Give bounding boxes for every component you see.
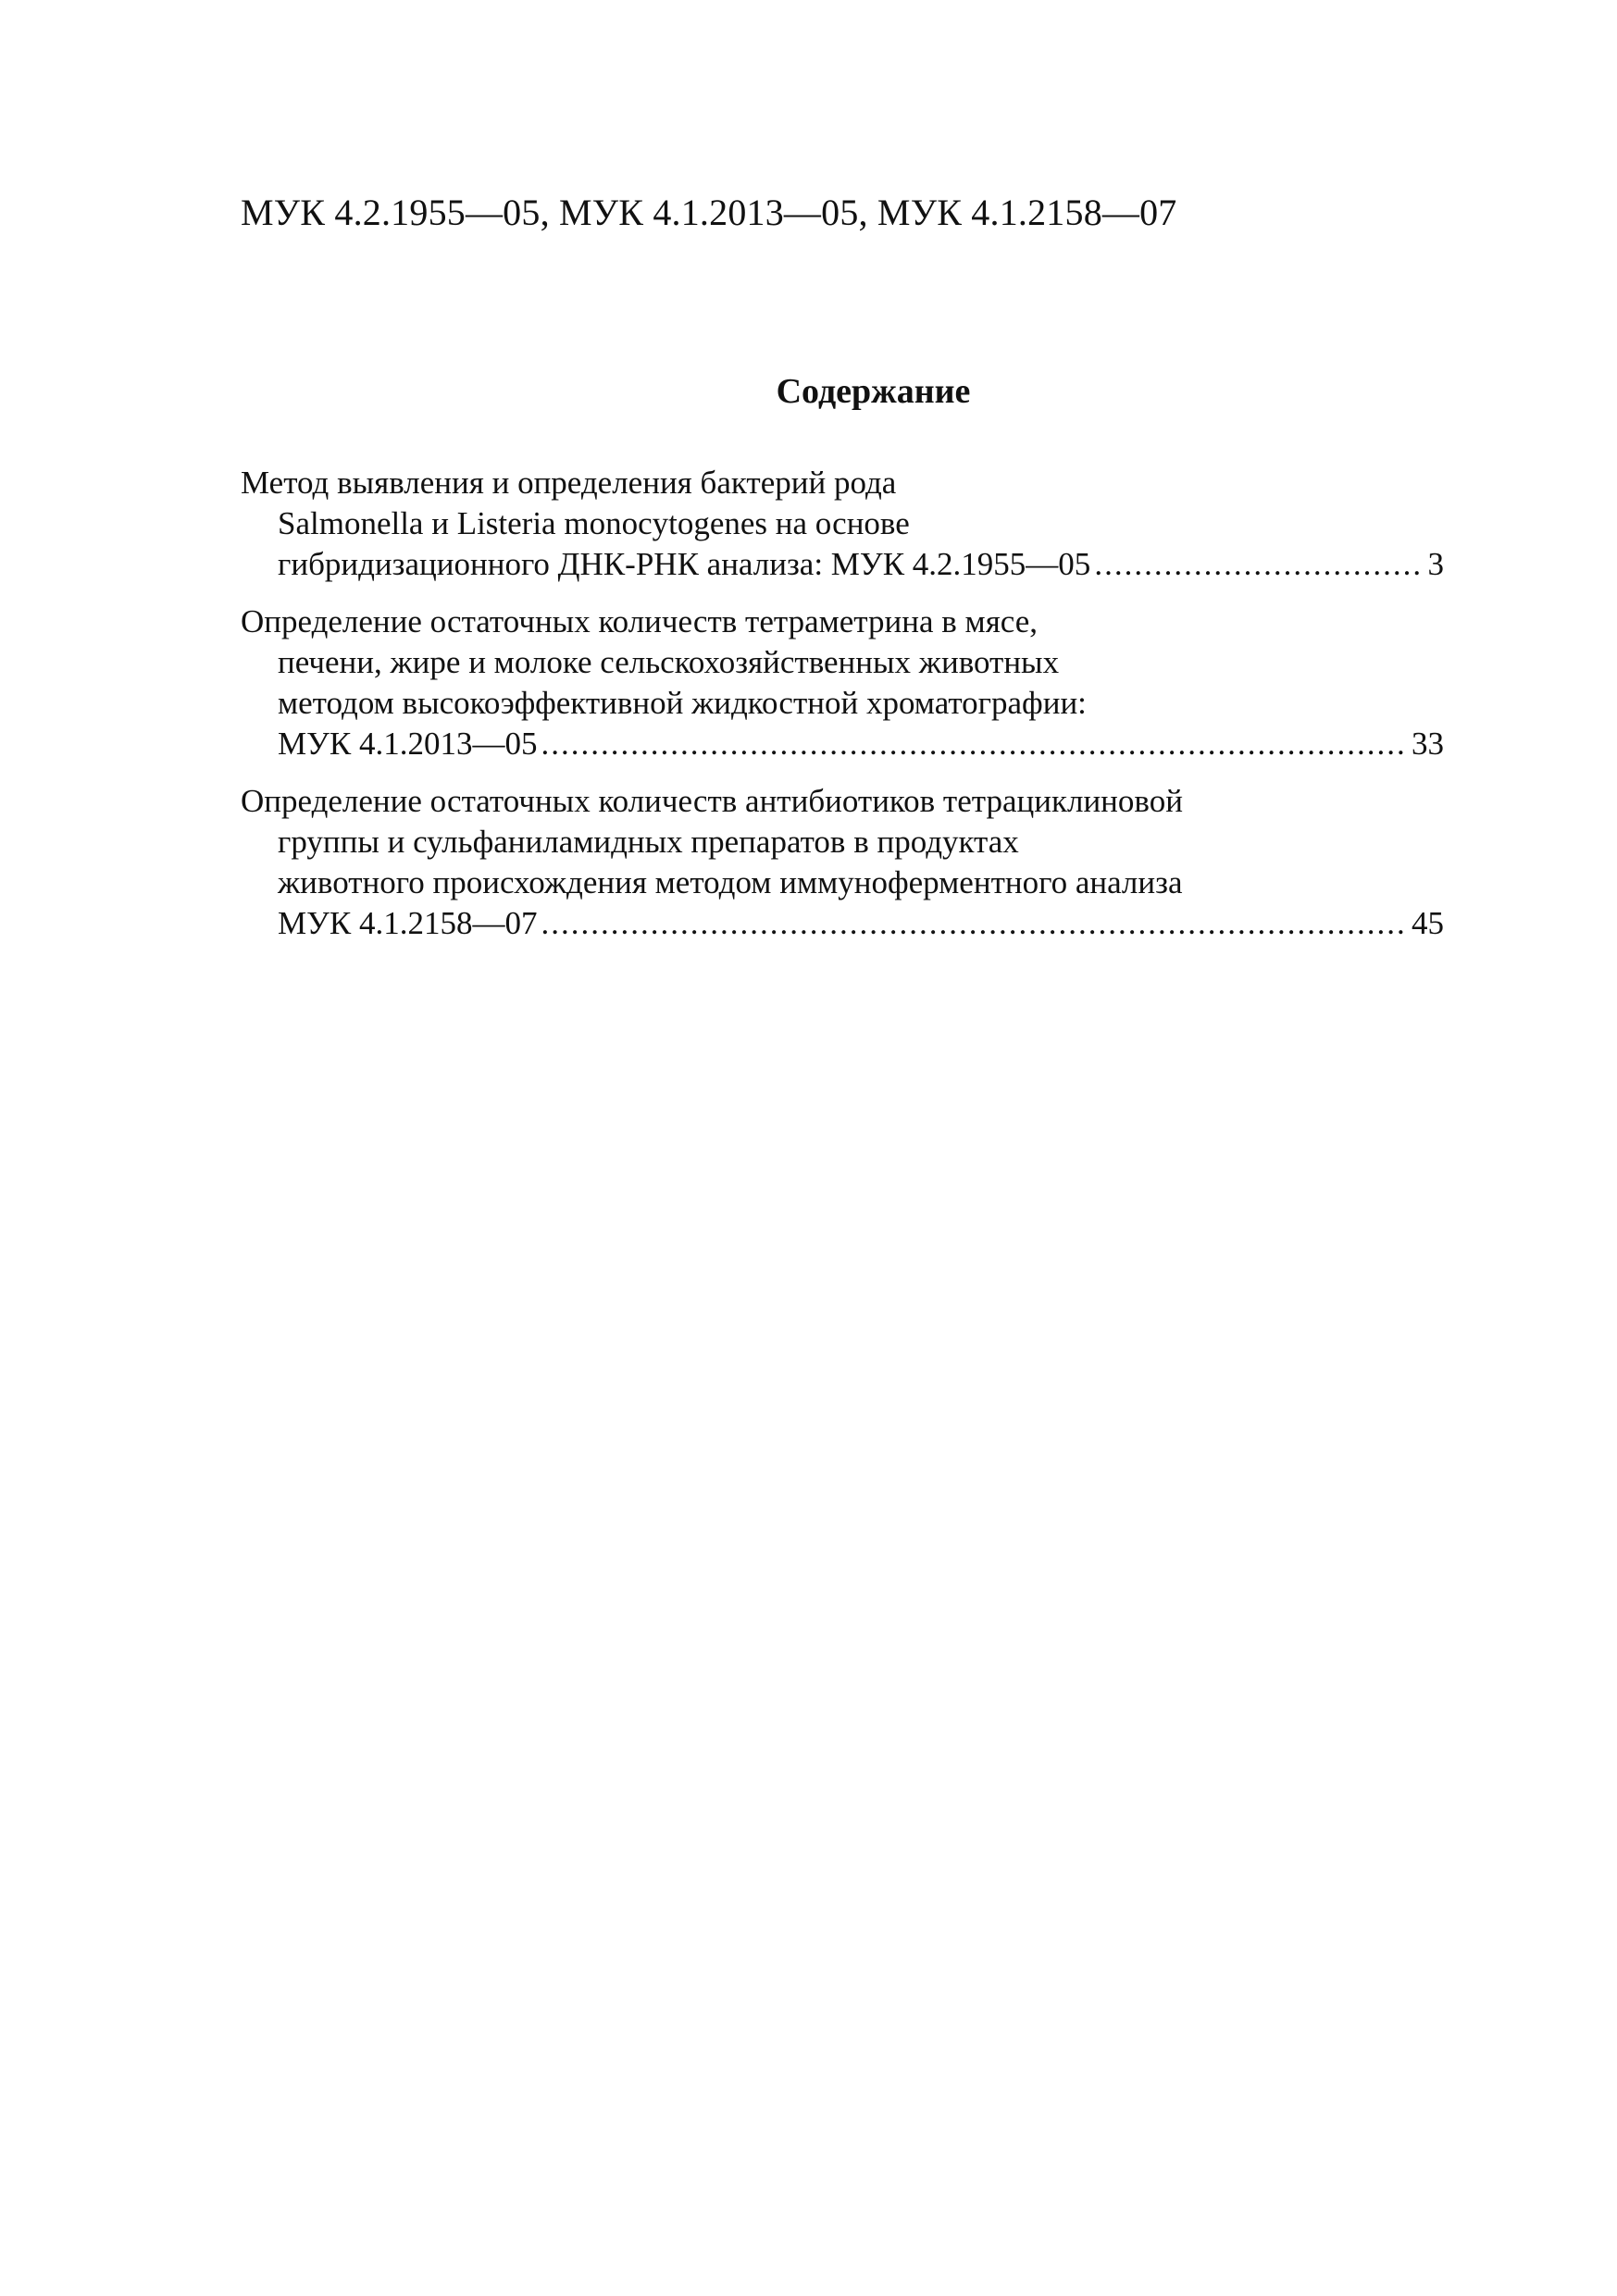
dot-leader [1094,544,1420,585]
toc-page-number: 3 [1427,546,1444,582]
toc-entry-line: Определение остаточных количеств тетраметрина в мясе, [241,603,1039,639]
toc-entry-line: Salmonella и Listeria monocytogenes на основе [278,505,910,541]
dot-leader [541,903,1405,944]
toc-entry-line: МУК 4.1.2013—05 [278,726,538,762]
toc-page-number: 33 [1412,726,1444,762]
toc-entry-last-line [241,724,1444,764]
toc-entry-last-line [241,544,1444,585]
running-header: МУК 4.2.1955—05, МУК 4.1.2013—05, МУК 4.1.2158—07 [241,192,1177,233]
toc-entry-last-line [241,903,1444,944]
toc-entry-line: Метод выявления и определения бактерий рода [241,465,897,501]
toc-entry-line: гибридизационного ДНК-РНК анализа: МУК 4.2.1955—05 [278,546,1091,582]
toc-entry-line: группы и сульфаниламидных препаратов в продуктах [278,824,1019,860]
toc-entry-line: животного происхождения методом иммуноферментного анализа [278,864,1183,900]
toc-entry-line: печени, жире и молоке сельскохозяйственных животных [278,644,1060,680]
toc-entry-line: Определение остаточных количеств антибиотиков тетрациклиновой [241,783,1183,819]
toc-page-number: 45 [1412,905,1444,941]
dot-leader [541,724,1405,764]
toc-entry[interactable] [241,781,1444,944]
toc-entry[interactable] [241,463,1444,585]
toc-entry-line: МУК 4.1.2158—07 [278,905,538,941]
toc-title: Содержание [776,372,971,411]
toc-entry[interactable] [241,602,1444,764]
toc-entry-line: методом высокоэффективной жидкостной хроматографии: [278,685,1087,721]
table-of-contents [241,463,1444,961]
